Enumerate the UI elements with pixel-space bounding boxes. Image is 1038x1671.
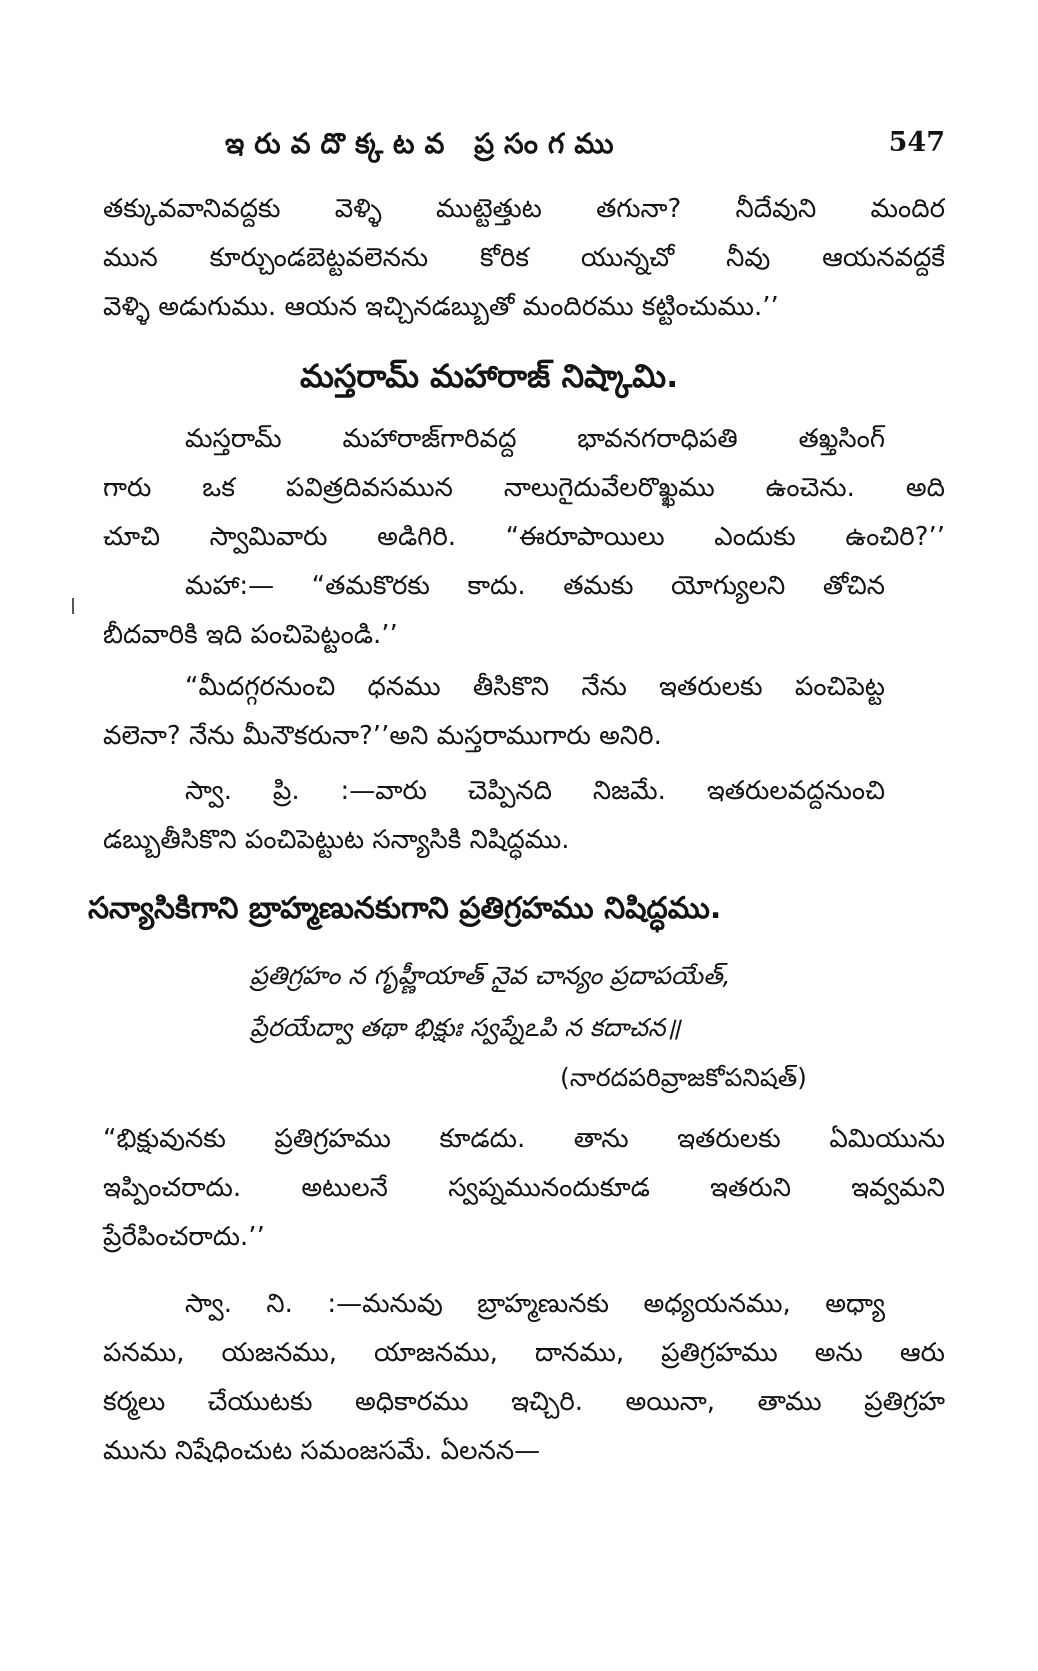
verse-source: (నారదపరివ్రాజకోపనిషత్) [560,1063,807,1092]
paragraph-line: స్వా. ప్రి. :—వారు చెప్పినది నిజమే. ఇతరులవద్దనుంచి [185,776,885,806]
running-title: ఇరువదొక్కటవ ప్రసంగము [225,127,624,160]
paragraph-line: గారు ఒక పవిత్రదివసమున నాలుగైదువేలరొఖ్ఖము ఉంచెను. అది [103,473,945,503]
verse-line: ప్రేరయేద్వా తథా భిక్షుః స్వప్నేఽపి న కదాచన॥ [250,1013,681,1042]
paragraph-line: మస్తరామ్ మహారాజ్‌గారివద్ద భావనగరాధిపతి తఖ్తసింగ్ [185,424,885,454]
page-header [225,127,945,175]
margin-mark [72,598,74,614]
paragraph-line: “మీదగ్గరనుంచి ధనము తీసికొని నేను ఇతరులకు పంచిపెట్ట [185,672,885,702]
page-number: 547 [888,127,945,158]
paragraph-line: మహా:— “తమకొరకు కాదు. తమకు యోగ్యులని తోచిన [185,571,885,601]
paragraph-line: కర్మలు చేయుటకు అధికారము ఇచ్చిరి. అయినా, తాము ప్రతిగ్రహ [103,1387,945,1417]
section-heading: సన్యాసికిగాని బ్రాహ్మణునకుగాని ప్రతిగ్రహము నిషిద్ధము. [88,891,722,926]
paragraph-line: బీదవారికి ఇది పంచిపెట్టండి.’’ [103,620,398,650]
verse-line: ప్రతిగ్రహం న గృహ్ణీయాత్ నైవ చాన్యం ప్రదాపయేత్, [250,961,731,990]
paragraph-line: పనము, యజనము, యాజనము, దానము, ప్రతిగ్రహము అను ఆరు [103,1338,945,1368]
paragraph-line: వెళ్ళి అడుగుము. ఆయన ఇచ్చినడబ్బుతో మందిరము కట్టించుము.’’ [103,292,779,322]
paragraph-line: తక్కువవానివద్దకు వెళ్ళి ముట్టెత్తుట తగునా? నీదేవుని మందిర [103,194,945,224]
paragraph-line: వలెనా? నేను మీనౌకరునా?’’అని మస్తరాముగారు అనిరి. [103,721,662,751]
paragraph-line: మును నిషేధించుట సమంజసమే. ఏలనన— [103,1436,541,1466]
paragraph-line: ఇప్పించరాదు. అటులనే స్వప్నమునందుకూడ ఇతరుని ఇవ్వమని [103,1173,945,1203]
paragraph-line: “భిక్షువునకు ప్రతిగ్రహము కూడదు. తాను ఇతరులకు ఏమియును [103,1124,945,1154]
paragraph-line: మున కూర్చుండబెట్టవలెనను కోరిక యున్నచో నీవు ఆయనవద్దకే [103,243,945,273]
section-heading: మస్తరామ్ మహారాజ్ నిష్కామి. [300,357,679,395]
paragraph-line: డబ్బుతీసికొని పంచిపెట్టుట సన్యాసికి నిషిద్ధము. [103,825,570,855]
paragraph-line: చూచి స్వామివారు అడిగిరి. “ఈరూపాయిలు ఎందుకు ఉంచిరి?’’ [103,522,945,552]
paragraph-line: స్వా. ని. :—మనువు బ్రాహ్మణునకు అధ్యయనము, అధ్యా [185,1289,885,1319]
paragraph-line: ప్రేరేపించరాదు.’’ [103,1222,265,1252]
